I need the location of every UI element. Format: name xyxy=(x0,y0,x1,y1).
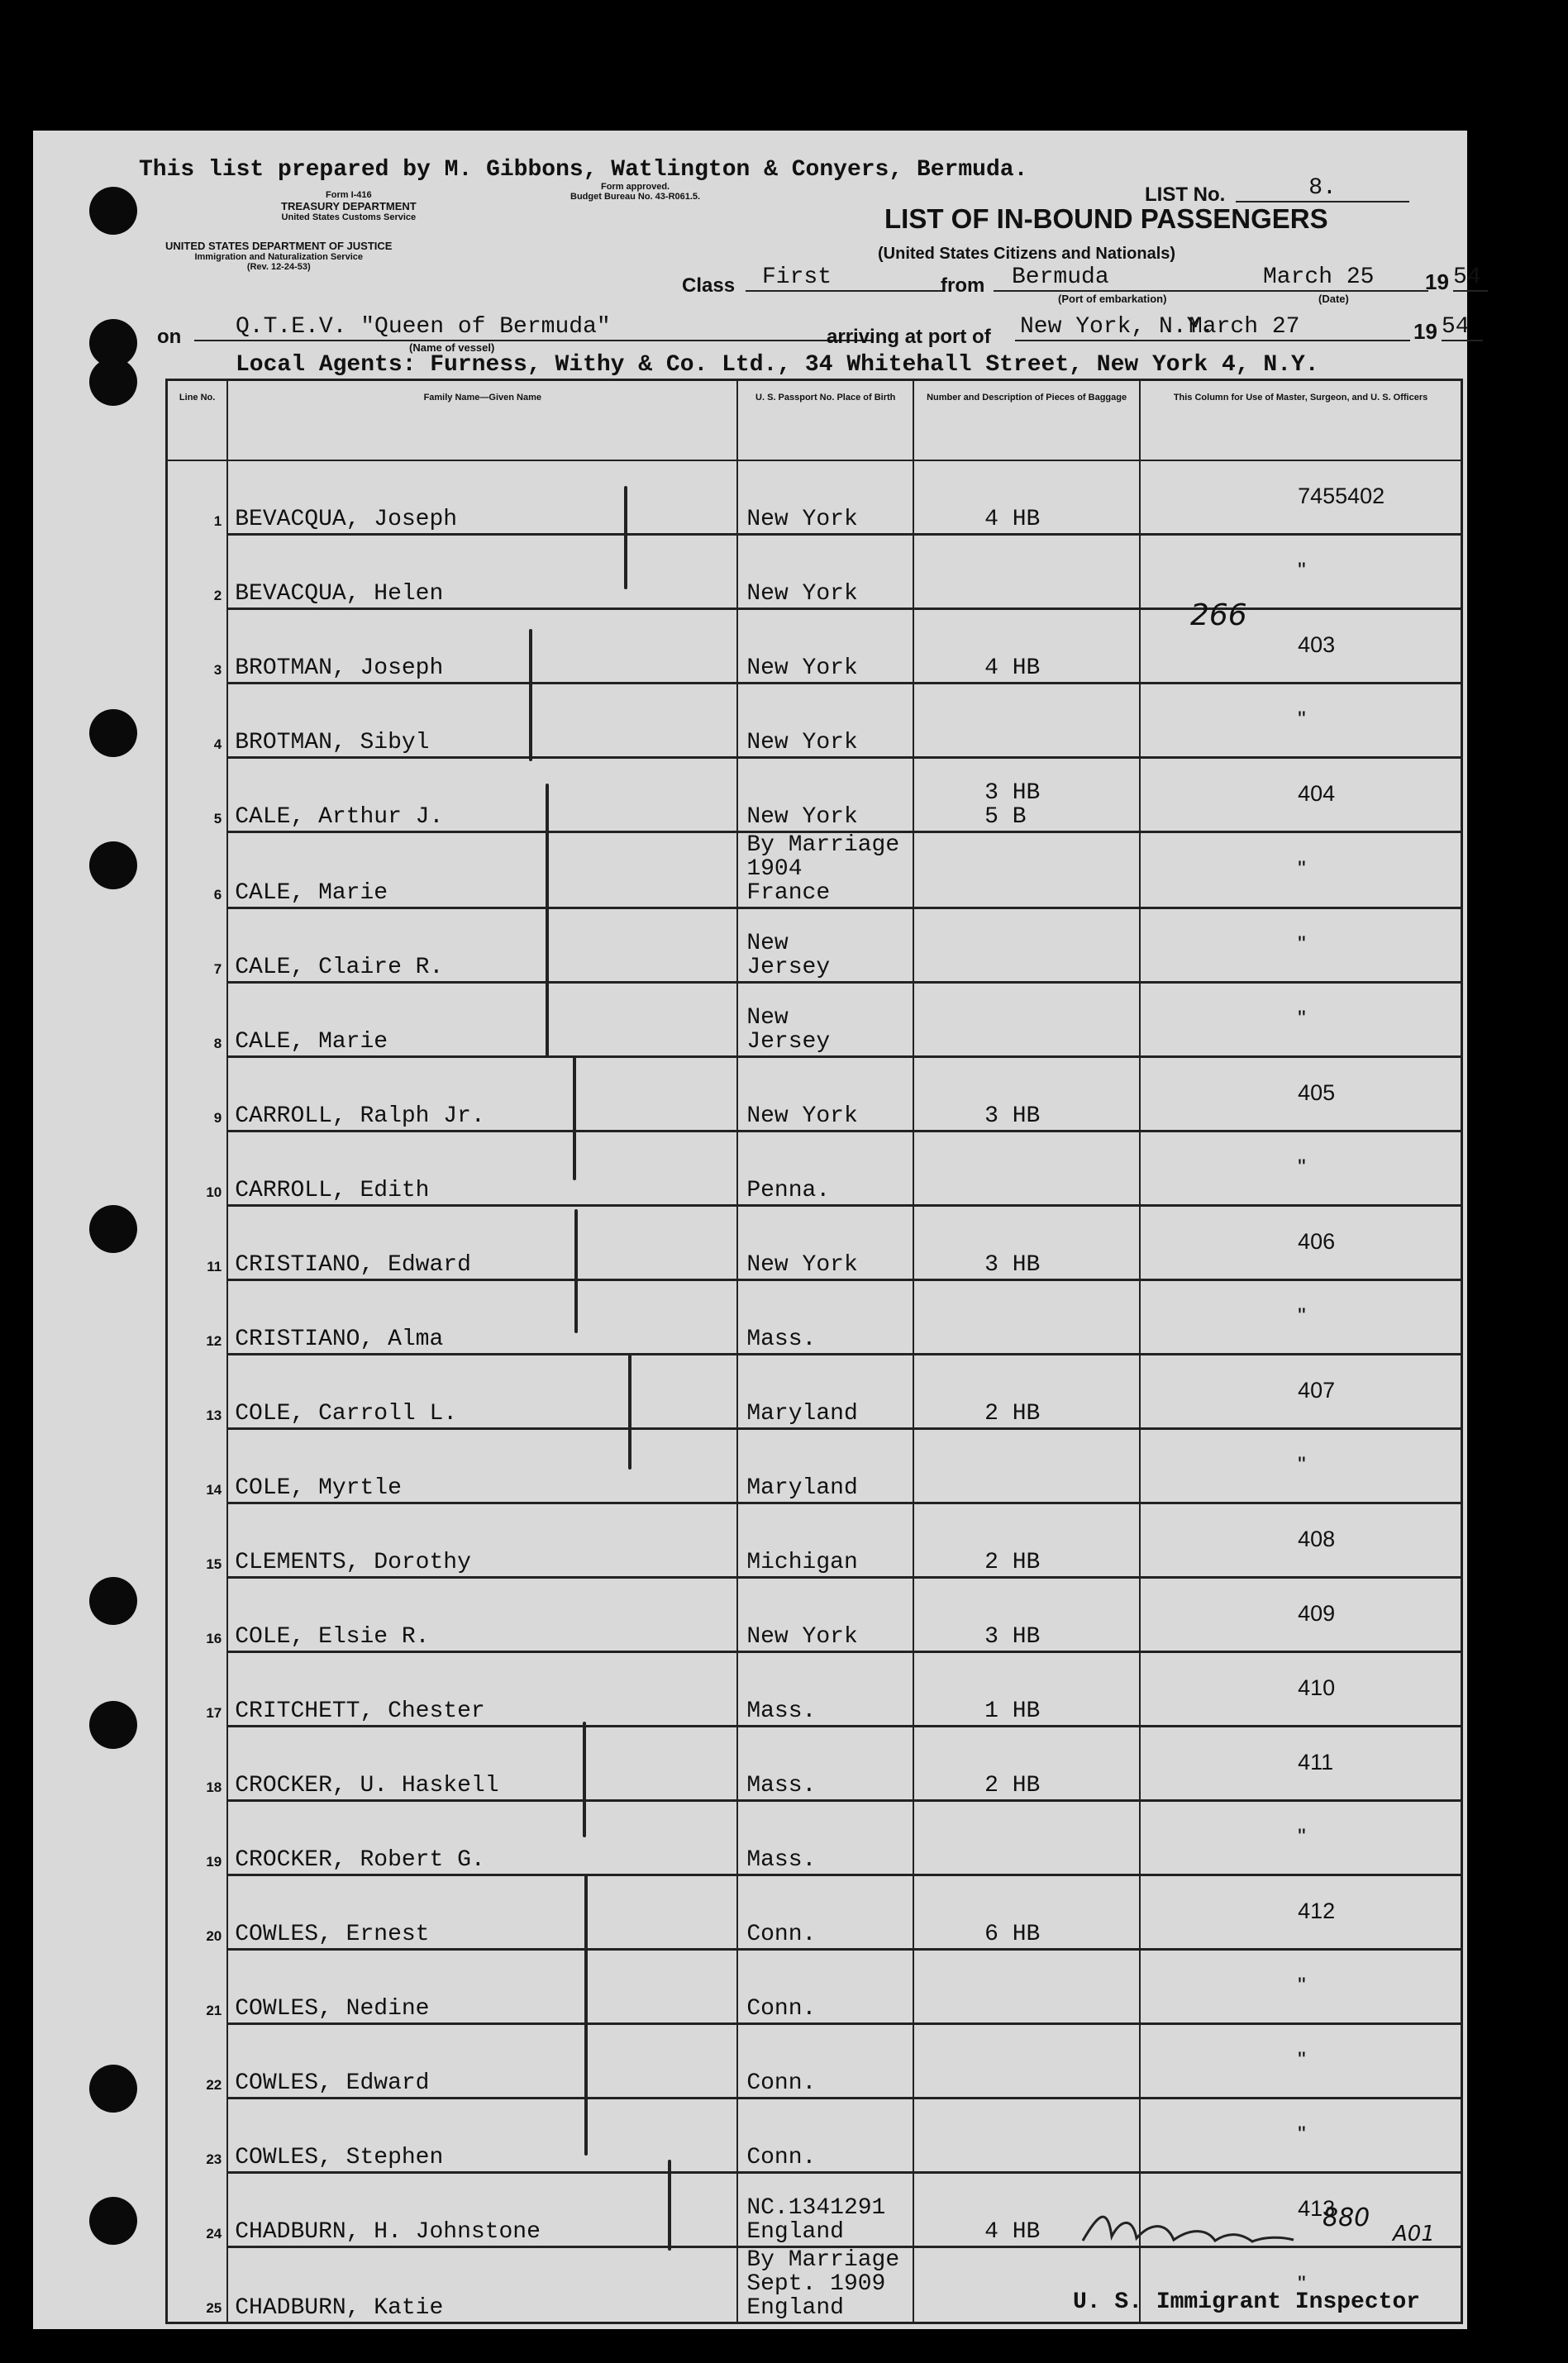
class-label: Class xyxy=(682,274,736,297)
col-name: Family Name—Given Name xyxy=(227,380,737,461)
place-of-birth: By Marriage 1904 France xyxy=(737,832,913,908)
inspector-signature xyxy=(1075,2203,1471,2253)
passenger-table xyxy=(165,379,1463,2324)
officer-mark: 411 xyxy=(1140,1727,1461,1801)
passenger-name: COLE, Myrtle xyxy=(227,1429,737,1503)
line-number: 20 xyxy=(167,1875,228,1950)
officer-mark: 412 xyxy=(1140,1875,1461,1950)
line-number: 19 xyxy=(167,1801,228,1875)
table-row xyxy=(167,1429,1462,1503)
place-of-birth: New York xyxy=(737,684,913,758)
customs-service: United States Customs Service xyxy=(281,212,417,222)
baggage-count xyxy=(913,983,1140,1057)
baggage-count: 2 HB xyxy=(913,1727,1140,1801)
table-row xyxy=(167,2024,1462,2099)
passenger-name: BEVACQUA, Helen xyxy=(227,535,737,609)
table-row xyxy=(167,1801,1462,1875)
signature-note: 880 xyxy=(1323,2203,1370,2232)
list-title: LIST OF IN-BOUND PASSENGERS xyxy=(884,203,1328,234)
place-of-birth: Conn. xyxy=(737,1950,913,2024)
line-number: 17 xyxy=(167,1652,228,1727)
officer-mark: " xyxy=(1140,832,1461,908)
arrival-year: 54 xyxy=(1442,314,1483,341)
place-of-birth: NC.1341291 England xyxy=(737,2173,913,2247)
officer-mark: " xyxy=(1140,1280,1461,1355)
passenger-name: CROCKER, U. Haskell xyxy=(227,1727,737,1801)
place-of-birth: Mass. xyxy=(737,1727,913,1801)
line-number: 21 xyxy=(167,1950,228,2024)
binder-hole xyxy=(89,358,137,406)
passenger-name: COLE, Elsie R. xyxy=(227,1578,737,1652)
table-row xyxy=(167,1057,1462,1131)
line-number: 8 xyxy=(167,983,228,1057)
officer-mark: 7455402 xyxy=(1140,460,1461,535)
officer-mark: 403 xyxy=(1140,609,1461,684)
table-row xyxy=(167,1875,1462,1950)
port-embark-caption: (Port of embarkation) xyxy=(1058,293,1167,305)
passenger-name: CROCKER, Robert G. xyxy=(227,1801,737,1875)
place-of-birth: By Marriage Sept. 1909 England xyxy=(737,2247,913,2323)
passenger-name: CARROLL, Ralph Jr. xyxy=(227,1057,737,1131)
passenger-name: CALE, Marie xyxy=(227,983,737,1057)
place-of-birth: Mass. xyxy=(737,1801,913,1875)
line-number: 22 xyxy=(167,2024,228,2099)
table-header-row xyxy=(167,380,1462,461)
local-agents-line: Local Agents: Furness, Withy & Co. Ltd., 34 Whitehall Street, New York 4, N.Y. xyxy=(236,352,1319,378)
arrival-date: March 27 xyxy=(1189,314,1410,341)
family-bracket xyxy=(583,1722,586,1837)
officer-mark: " xyxy=(1140,1801,1461,1875)
place-of-birth: New York xyxy=(737,1057,913,1131)
place-of-birth: Michigan xyxy=(737,1503,913,1578)
passenger-name: BROTMAN, Sibyl xyxy=(227,684,737,758)
line-number: 1 xyxy=(167,460,228,535)
place-of-birth: Maryland xyxy=(737,1429,913,1503)
from-value: Bermuda xyxy=(994,264,1251,292)
arrival-year-prefix: 19 xyxy=(1413,319,1437,344)
table-row xyxy=(167,460,1462,535)
place-of-birth: Penna. xyxy=(737,1131,913,1206)
prepared-by-line: This list prepared by M. Gibbons, Watlington & Conyers, Bermuda. xyxy=(139,157,1028,183)
officer-mark: " xyxy=(1140,1131,1461,1206)
col-passport: U. S. Passport No. Place of Birth xyxy=(737,380,913,461)
baggage-count xyxy=(913,535,1140,609)
col-baggage: Number and Description of Pieces of Baggage xyxy=(913,380,1140,461)
table-row xyxy=(167,1280,1462,1355)
officer-mark: " xyxy=(1140,535,1461,609)
passenger-name: COWLES, Edward xyxy=(227,2024,737,2099)
passenger-name: CALE, Arthur J. xyxy=(227,758,737,832)
family-bracket xyxy=(529,629,532,761)
place-of-birth: New Jersey xyxy=(737,908,913,983)
table-row xyxy=(167,1578,1462,1652)
line-number: 14 xyxy=(167,1429,228,1503)
passenger-name: BROTMAN, Joseph xyxy=(227,609,737,684)
place-of-birth: New York xyxy=(737,535,913,609)
table-row xyxy=(167,609,1462,684)
baggage-count xyxy=(913,684,1140,758)
table-row xyxy=(167,684,1462,758)
vessel-caption: (Name of vessel) xyxy=(409,341,495,354)
vessel-name: Q.T.E.V. "Queen of Bermuda" xyxy=(194,314,872,341)
form-number: Form I-416 xyxy=(326,190,372,200)
line-number: 23 xyxy=(167,2099,228,2173)
binder-hole xyxy=(89,2065,137,2113)
binder-hole xyxy=(89,187,137,235)
table-row xyxy=(167,1206,1462,1280)
passenger-name: CALE, Claire R. xyxy=(227,908,737,983)
arrival-port: New York, N.Y. xyxy=(1015,314,1194,341)
passenger-name: CHADBURN, Katie xyxy=(227,2247,737,2323)
baggage-count xyxy=(913,2099,1140,2173)
date-caption: (Date) xyxy=(1318,293,1349,305)
form-approved: Form approved. xyxy=(600,182,670,192)
departure-year: 54 xyxy=(1453,264,1488,292)
list-no-label: LIST No. xyxy=(1145,183,1226,206)
officer-mark: 407 xyxy=(1140,1355,1461,1429)
table-row xyxy=(167,2099,1462,2173)
line-number: 18 xyxy=(167,1727,228,1801)
baggage-count: 1 HB xyxy=(913,1652,1140,1727)
officer-mark: 406 xyxy=(1140,1206,1461,1280)
revision: (Rev. 12-24-53) xyxy=(246,262,311,272)
baggage-count: 4 HB xyxy=(913,2173,1140,2247)
handwritten-number: 266 xyxy=(1190,598,1247,632)
form-block xyxy=(281,190,417,222)
line-number: 3 xyxy=(167,609,228,684)
passenger-name: COWLES, Nedine xyxy=(227,1950,737,2024)
passenger-name: CRITCHETT, Chester xyxy=(227,1652,737,1727)
officer-mark: " xyxy=(1140,908,1461,983)
budget-bureau: Budget Bureau No. 43-R061.5. xyxy=(570,192,701,202)
passenger-name: BEVACQUA, Joseph xyxy=(227,460,737,535)
baggage-count: 2 HB xyxy=(913,1355,1140,1429)
baggage-count: 3 HB 5 B xyxy=(913,758,1140,832)
place-of-birth: New Jersey xyxy=(737,983,913,1057)
officer-mark: " xyxy=(1140,2099,1461,2173)
officer-mark: 410 xyxy=(1140,1652,1461,1727)
baggage-count xyxy=(913,1280,1140,1355)
approval-block xyxy=(570,182,700,202)
place-of-birth: Mass. xyxy=(737,1652,913,1727)
line-number: 5 xyxy=(167,758,228,832)
officer-mark: 408 xyxy=(1140,1503,1461,1578)
baggage-count xyxy=(913,1950,1140,2024)
table-row xyxy=(167,758,1462,832)
table-row xyxy=(167,1355,1462,1429)
officer-mark: " xyxy=(1140,983,1461,1057)
passenger-name: COLE, Carroll L. xyxy=(227,1355,737,1429)
passenger-name: CARROLL, Edith xyxy=(227,1131,737,1206)
passenger-name: CRISTIANO, Edward xyxy=(227,1206,737,1280)
on-label: on xyxy=(157,326,182,348)
officer-mark: 405 xyxy=(1140,1057,1461,1131)
place-of-birth: New York xyxy=(737,1578,913,1652)
officer-mark: " xyxy=(1140,684,1461,758)
line-number: 9 xyxy=(167,1057,228,1131)
baggage-count: 3 HB xyxy=(913,1206,1140,1280)
col-line-no: Line No. xyxy=(167,380,228,461)
signature-suffix: A01 xyxy=(1393,2222,1435,2246)
place-of-birth: New York xyxy=(737,1206,913,1280)
officer-mark: " xyxy=(1140,1429,1461,1503)
passenger-name: CHADBURN, H. Johnstone xyxy=(227,2173,737,2247)
passenger-name: COWLES, Stephen xyxy=(227,2099,737,2173)
place-of-birth: New York xyxy=(737,609,913,684)
binder-hole xyxy=(89,1205,137,1253)
table-row xyxy=(167,908,1462,983)
place-of-birth: New York xyxy=(737,460,913,535)
list-subtitle: (United States Citizens and Nationals) xyxy=(878,245,1176,263)
inspector-caption: U. S. Immigrant Inspector xyxy=(1073,2289,1421,2315)
line-number: 6 xyxy=(167,832,228,908)
baggage-count xyxy=(913,832,1140,908)
justice-block xyxy=(165,240,392,272)
passenger-name: CRISTIANO, Alma xyxy=(227,1280,737,1355)
baggage-count xyxy=(913,1131,1140,1206)
baggage-count xyxy=(913,908,1140,983)
document-page xyxy=(33,131,1481,2329)
binder-hole xyxy=(89,841,137,889)
line-number: 4 xyxy=(167,684,228,758)
line-number: 15 xyxy=(167,1503,228,1578)
place-of-birth: Maryland xyxy=(737,1355,913,1429)
table-row xyxy=(167,535,1462,609)
class-value: First xyxy=(746,264,944,292)
line-number: 7 xyxy=(167,908,228,983)
departure-date: March 25 xyxy=(1248,264,1428,292)
from-label: from xyxy=(941,274,985,297)
line-number: 11 xyxy=(167,1206,228,1280)
officer-mark: 409 xyxy=(1140,1578,1461,1652)
table-row xyxy=(167,1652,1462,1727)
place-of-birth: New York xyxy=(737,758,913,832)
officer-mark: 413 xyxy=(1140,2173,1461,2247)
family-bracket xyxy=(546,784,549,1056)
line-number: 24 xyxy=(167,2173,228,2247)
baggage-count: 3 HB xyxy=(913,1578,1140,1652)
ins-service: Immigration and Naturalization Service xyxy=(194,252,364,262)
passenger-name: COWLES, Ernest xyxy=(227,1875,737,1950)
line-number: 16 xyxy=(167,1578,228,1652)
officer-mark: " xyxy=(1140,1950,1461,2024)
table-row xyxy=(167,1503,1462,1578)
justice-department: UNITED STATES DEPARTMENT OF JUSTICE xyxy=(165,240,393,252)
officer-mark: 404 xyxy=(1140,758,1461,832)
place-of-birth: Conn. xyxy=(737,1875,913,1950)
passenger-name: CLEMENTS, Dorothy xyxy=(227,1503,737,1578)
baggage-count: 6 HB xyxy=(913,1875,1140,1950)
officer-mark: " xyxy=(1140,2247,1461,2323)
table-row xyxy=(167,1131,1462,1206)
table-row xyxy=(167,983,1462,1057)
binder-hole xyxy=(89,1577,137,1625)
family-bracket xyxy=(573,1056,576,1180)
baggage-count: 2 HB xyxy=(913,1503,1140,1578)
baggage-count xyxy=(913,1429,1140,1503)
place-of-birth: Conn. xyxy=(737,2024,913,2099)
col-officers: This Column for Use of Master, Surgeon, and U. S. Officers xyxy=(1140,380,1461,461)
place-of-birth: Mass. xyxy=(737,1280,913,1355)
family-bracket xyxy=(574,1209,578,1333)
passenger-name: CALE, Marie xyxy=(227,832,737,908)
line-number: 25 xyxy=(167,2247,228,2323)
family-bracket xyxy=(668,2160,671,2251)
table-row xyxy=(167,832,1462,908)
treasury-department: TREASURY DEPARTMENT xyxy=(281,200,417,212)
place-of-birth: Conn. xyxy=(737,2099,913,2173)
line-number: 10 xyxy=(167,1131,228,1206)
binder-hole xyxy=(89,1701,137,1749)
table-row xyxy=(167,1727,1462,1801)
line-number: 2 xyxy=(167,535,228,609)
family-bracket xyxy=(628,1354,631,1470)
family-bracket xyxy=(584,1875,588,2156)
binder-hole xyxy=(89,709,137,757)
baggage-count: 4 HB xyxy=(913,609,1140,684)
baggage-count: 4 HB xyxy=(913,460,1140,535)
line-number: 13 xyxy=(167,1355,228,1429)
baggage-count xyxy=(913,1801,1140,1875)
officer-mark: " xyxy=(1140,2024,1461,2099)
departure-year-prefix: 19 xyxy=(1425,269,1449,294)
baggage-count: 3 HB xyxy=(913,1057,1140,1131)
arriving-label: arriving at port of xyxy=(827,326,991,348)
table-row xyxy=(167,1950,1462,2024)
list-no-value: 8. xyxy=(1236,175,1409,202)
line-number: 12 xyxy=(167,1280,228,1355)
binder-hole xyxy=(89,2197,137,2245)
family-bracket xyxy=(624,486,627,589)
baggage-count xyxy=(913,2024,1140,2099)
